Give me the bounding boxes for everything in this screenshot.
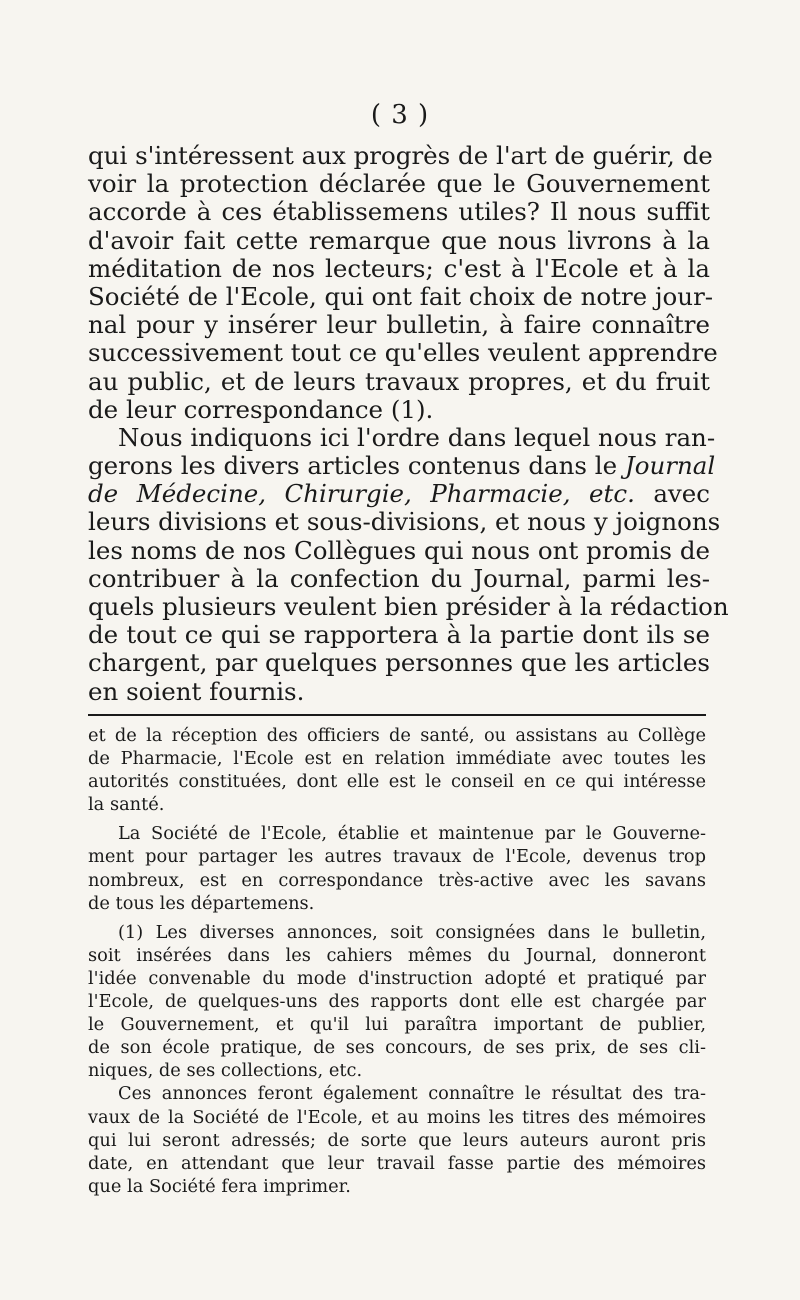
text-line: les noms de nos Collègues qui nous ont promis de <box>88 535 710 565</box>
footnote-line-part: La Société de l'Ecole, établie et maintenue par le Gouverne- <box>118 823 706 845</box>
text-line: leurs divisions et sous-divisions, et nous y joignons <box>88 507 721 537</box>
text-line: chargent, par quelques personnes que les articles <box>88 648 710 678</box>
footnote-line: le Gouvernement, et qu'il lui paraîtra important de publier, <box>88 1014 706 1036</box>
footnote-line: soit insérées dans les cahiers mêmes du Journal, donneront <box>88 944 706 966</box>
footnote-line-part: Ces annonces feront également connaître le résultat des tra- <box>118 1083 706 1105</box>
text-line: de tout ce qui se rapportera à la partie dont ils se <box>88 620 710 650</box>
text-line: d'avoir fait cette remarque que nous livrons à la <box>88 225 710 255</box>
footnote-line: nombreux, est en correspondance très-active avec les savans <box>88 869 706 891</box>
text-line <box>88 480 710 508</box>
footnote-line: vaux de la Société de l'Ecole, et au moins les titres des mémoires <box>88 1106 706 1128</box>
text-line: quels plusieurs veulent bien présider à la rédaction <box>88 592 729 621</box>
footnote-line: de son école pratique, de ses concours, de ses prix, de ses cli- <box>88 1037 706 1059</box>
footnotes <box>88 724 706 1198</box>
footnote-line: date, en attendant que leur travail fasse partie des mémoires <box>88 1152 706 1174</box>
text-line: contribuer à la confection du Journal, parmi les- <box>88 563 710 593</box>
text-line <box>88 422 716 452</box>
text-line <box>88 451 716 481</box>
footnote-line: l'Ecole, de quelques-uns des rapports dont elle est chargée par <box>88 991 706 1013</box>
footnote-line: que la Société fera imprimer. <box>88 1175 351 1197</box>
footnote-line: de tous les départemens. <box>88 892 315 914</box>
footnote-line: niques, de ses collections, etc. <box>88 1060 363 1082</box>
page-number: ( 3 ) <box>370 100 430 130</box>
main-body-text <box>88 141 729 706</box>
italic-journal-subtitle: de Médecine, Chirurgie, Pharmacie, etc. <box>88 479 635 509</box>
text-line: successivement tout ce qu'elles veulent apprendre <box>88 338 718 368</box>
footnote-line: ment pour partager les autres travaux de l'Ecole, devenus trop <box>88 846 706 868</box>
text-line: de leur correspondance (1). <box>88 394 434 424</box>
text-line: voir la protection déclarée que le Gouvernement <box>88 169 710 199</box>
footnote-line: autorités constituées, dont elle est le conseil en ce qui intéresse <box>88 771 706 793</box>
footnote-line: et de la réception des officiers de santé, ou assistans au Collège <box>88 725 706 746</box>
text-line: en soient fournis. <box>88 676 305 706</box>
text-line: qui s'intéressent aux progrès de l'art de guérir, de <box>88 141 713 170</box>
text-line: nal pour y insérer leur bulletin, à faire connaître <box>88 310 710 340</box>
text-line-part: avec <box>653 479 710 509</box>
italic-journal-title: Journal <box>624 451 716 481</box>
footnote-line <box>88 1082 706 1105</box>
text-line-part: Nous indiquons ici l'ordre dans lequel nous ran- <box>118 422 716 452</box>
text-line-part: gerons les divers articles contenus dans le <box>88 451 618 481</box>
footnote-divider <box>88 714 706 716</box>
footnote-line: l'idée convenable du mode d'instruction adopté et pratiqué par <box>88 967 706 989</box>
footnote-line: de Pharmacie, l'Ecole est en relation immédiate avec toutes les <box>88 748 706 770</box>
footnote-line-part: (1) Les diverses annonces, soit consignées dans le bulletin, <box>118 921 706 943</box>
footnote-line <box>88 822 706 845</box>
footnote-line <box>88 921 706 944</box>
text-line: accorde à ces établissemens utiles? Il nous suffit <box>88 197 710 227</box>
text-line: au public, et de leurs travaux propres, et du fruit <box>88 366 710 396</box>
text-line: Société de l'Ecole, qui ont fait choix de notre jour- <box>88 281 714 311</box>
footnote-line: la santé. <box>88 794 165 816</box>
text-line: méditation de nos lecteurs; c'est à l'Ecole et à la <box>88 253 710 283</box>
footnote-line: qui lui seront adressés; de sorte que leurs auteurs auront pris <box>88 1129 706 1151</box>
